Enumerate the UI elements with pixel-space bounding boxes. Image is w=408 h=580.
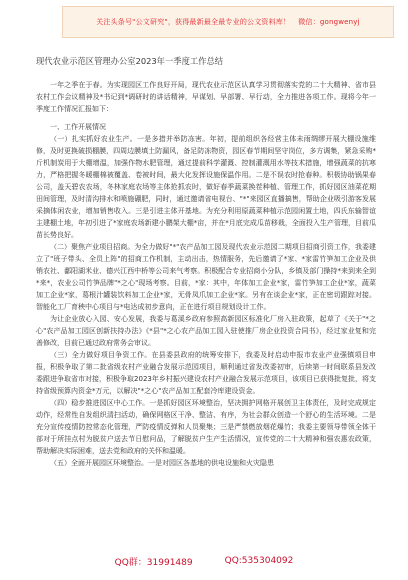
- paragraph-enterprise-policy: 为让企业放心入园、安心发展，我委与葛溪乡政府参照高新园区标准化厂房入驻政策，起草了《关于"*之心"农产品加工园区创新扶持办法》《*县"*之心农产品加工园入驻使推厂房企业投资合同书》，经过家业复和完善修改，目前已通过政府常务会审议。: [36, 315, 376, 347]
- qq-label: QQ:535304092: [224, 556, 294, 566]
- paragraph-project-funding: （三）全力做好项目争资工作。在县委县政府的统筹安排下，我委及时启动申报市农业产业强镇项目申报，积极争取了第二批省级农村产业融合发展示范园项目，顺利通过省发改委初审，后续第一时间联系县发改委跟进争取省市对接，积极争取2023年乡村振兴建设农村产业融合发展示范项目，该项目已获得批复批，将支持省级预算内资金*万元，以解决"*之心"农产品加工配套冷库建设资金。: [36, 351, 376, 395]
- paragraph-investment-promotion: （二）聚焦产业项目招商。为全力做好"*"农产品加工园及现代农业示范园二期项目招商引资工作，我委建立了"班子带头、全员上阵"的招商工作机制，主动出击，热情服务，先后邀请了*家、*家雷竹笋加工企业及供销农社、鄱阳湖米业、德兴江西中桥等公司来气考察。积极配合专业招商小分队，乡镇及部门操持*来到来全到*来*，农业公司竹笋品牌"*之心"现场考察。目前，*家：其中，年体加工企业*家，雷竹笋加工企业*家，蔬菜加工企业*家，葛根汁罐装饮料加工企业*家，无骨凤爪加工企业*家。另有在谈企业*家，正在密切跟踪对接。智能化工厂育秧中心项目与*电达成初步意向，正在进行项目规划设计工作。: [36, 243, 376, 311]
- contact-footer: [0, 542, 408, 580]
- promo-banner: [62, 6, 394, 38]
- section-heading: 一、工作开展情况: [50, 123, 106, 131]
- paragraph-center-work: （四）稳步推进园区中心工作。一是抓好园区环境整治，坚决拥护网格开展创卫主体责任，及时完成规定动作，经常性自发组织清扫活动，确保网格区干净、整洁、有序，为社会群众创造一个舒心的生活环境。二是充分宣传疫情防控常态化管理，严防疫情反弹和人员聚集；三是严禁燃放烟花爆竹；我委主要领导带领全体干部对于所挂点村为脱贫户送去节日慰问品，了解脱贫户生产生活情况，宣传党的二十大精神和强农惠农政策，帮助解决实际困难，送去党和政府的关怀和温暖。: [36, 399, 376, 455]
- qq-group-label: QQ群：31991489: [114, 557, 193, 568]
- paragraph-environment: （五）全面开展园区环境整治。一是对园区各基地的供电设施和火灾隐患: [50, 459, 274, 467]
- intro-paragraph: 一年之季在于春。为实现园区工作良好开局，现代农业示范区认真学习贯彻落实党的二十大精神、省市县农村工作会议精神及*书记到*调研时的讲话精神，早谋划、早部署、早行动，全力推进各项工作。现将今年一季度工作情况汇报如下：: [36, 81, 376, 113]
- paragraph-agricultural-production: （一）扎实抓好农业生产。一是多措并举防冻害。年初，提前组织各经营主体未雨绸缪开展大棚设施维修，及时更换破损棚膜，四周边膜填土防漏风，备足防冻物资，园区春节期间坚守岗位，多方调集，紧急采购*斤机制炭用于大棚增温，加强作物水肥管理，通过提前科学灌溉、控制灌溉用水等技术措施，增强蔬菜的抗寒力，严格把握冬暖棚棉被覆盖、卷被时间，最大化发挥设施保温作用。二是不误农时抢春种。积极协助锅果春公司，盖天碧农农场，冬林家庭农场等主体抢抓农时，做好春季蔬菜换茬种植、管理工作，抓好园区油菜花期田间管理，及时清沟排水和喷施硼肥，同时，通过邀请省电视台、"*"来园区直播搞售，帮助企业吸引游客发展采摘体闲农业，增加销售收入。三是引进主体开基地。为充分利用原蔬菜种植示范园闲置土地，四氏东输智谊主建棚土地，年初引进了*家庭农场新建小鹏架大棚*亩，并在*月底完成瓜苗移栽，全面投入生产管理，目前瓜苗长势良好。: [36, 135, 376, 239]
- promo-banner-text: 关注头条号"公文研究"，获得最新最全最专业的公文资料库！: [96, 18, 291, 26]
- promo-banner-wechat: 微信：gongwenyj: [298, 18, 360, 26]
- document-title: 现代农业示范区管理办公室2023年一季度工作总结: [36, 56, 224, 66]
- document-body: [36, 79, 376, 469]
